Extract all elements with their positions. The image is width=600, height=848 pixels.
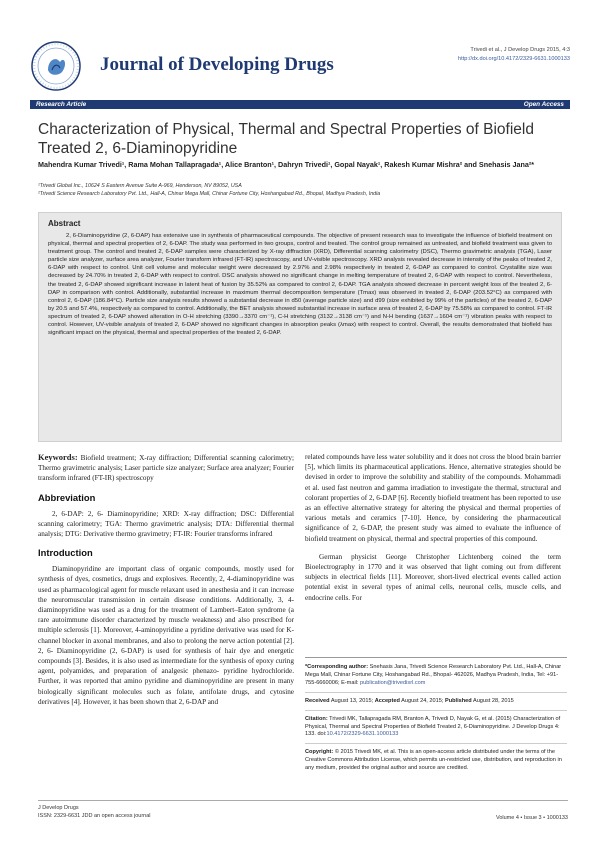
open-access-label: Open Access xyxy=(523,101,564,108)
affiliation-1: ¹Trivedi Global Inc., 10624 S Eastern Avenue Suite A-969, Henderson, NV 89052, USA xyxy=(38,183,242,189)
article-type-bar xyxy=(30,100,570,109)
copyright-label: Copyright: xyxy=(305,749,334,756)
keywords-text: Biofield treatment; X-ray diffraction; Differential scanning calorimetry; Thermo gravimetric analysis; Laser particle size analyzer; Surface area analyzer; Fourier transform infrared (FT-IR) spectroscopy xyxy=(38,454,294,483)
header-citation-line: Trivedi et al., J Develop Drugs 2015, 4:3 xyxy=(470,47,570,53)
citation-doi-link[interactable]: 10.4172/2329-6631.1000133 xyxy=(326,731,399,738)
received-date: August 13, 2015; xyxy=(329,697,375,704)
published-date: August 28, 2015 xyxy=(471,697,514,704)
affiliations xyxy=(38,182,568,198)
correspondence-box xyxy=(305,657,567,782)
copyright-block xyxy=(305,749,567,777)
body-paragraph-1: related compounds have less water solubility and it does not cross the blood brain barrier [5], which limits its pharmaceutical applications. Hence, alternative strategies should be devised in order to improve the solubility and stability of the compounds. Mohammadi et al. used fast neutron and gamma irradiation to investigate the thermal, structural and colorant properties of 2, 6-DAP [6]. Recently biofield treatment has been reported to use as an effective alternative strategy for altering the physical and thermal properties of various metals and ceramics [7-10]. Hence, by considering the pharmaceutical significance of 2, 6-DAP, the present study was aimed to evaluate the influence of biofield treatment on physical, thermal and spectral properties of this compound. xyxy=(305,453,561,543)
abstract-heading: Abstract xyxy=(48,219,81,228)
journal-name: Journal of Developing Drugs xyxy=(100,54,334,75)
corresponding-author xyxy=(305,664,567,693)
abstract-text: 2, 6-Diaminopyridine (2, 6-DAP) has extensive use in synthesis of pharmaceutical compounds. The objective of present research was to investigate the influence of biofield treatment on physical, thermal and spectral properties of 2, 6-DAP. The study was performed in two groups, control and treated. The control group remained as untreated, and biofield treatment was given to treatment group. The control and treated 2, 6-DAP samples were characterized by X-ray diffraction (XRD), Differential scanning calorimetry (DSC), Thermo gravimetric analysis (TGA), Laser particle size analyzer, surface area analyzer, Fourier transform infrared (FT-IR) spectroscopy, and UV-visible spectroscopy. XRD analysis revealed decrease in intensity of the peaks of treated 2, 6-DAP with respect to control. Unit cell volume and molecular weight were decreased by 2.97% and 2.98% respectively in treated 2, 6-DAP as compared to control. Crystallite size was decreased by 24.70% in treated 2, 6-DAP with respect to control. DSC analysis showed no significant change in melting temperature of treated 2, 6-DAP with respect to control. Nevertheless, the treated 2, 6-DAP showed significant increase in latent heat of fusion by 35.52% as compared to control 2, 6-DAP. TGA analysis showed decrease in percent weight loss of the treated 2, 6-DAP in comparison with control. Additionally, substantial increase in maximum thermal decomposition temperature (Tmax) was observed in treated 2, 6-DAP (203.52°C) as compared with control 2, 6-DAP (186.84°C). Particle size analysis results showed a substantial decrease in d50 (average particle size) and d99 (size exhibited by 99% of the particles) of the treated 2, 6-DAP by 20.5 and 57.4%, respectively as compared to control. Additionally, the BET analysis showed substantial increase in surface area of treated 2, 6-DAP by 75.58% as compared to control. FT-IR spectrum of treated 2, 6-DAP showed alteration in O-H stretching (3390→3370 cm⁻¹), C-H stretching (3132→3138 cm⁻¹) and N-H bending (1637→1604 cm⁻¹) vibration peaks with respect to control. However, UV-visible analysis of treated 2, 6-DAP showed no significant changes in absorption peaks (λmax) with respect to control. Overall, the results demonstrated that biofield has significant impact on the physical, thermal and spectral properties of the treated 2, 6-DAP. xyxy=(48,233,552,337)
article-dates xyxy=(305,698,567,711)
citation-label: Citation: xyxy=(305,715,328,722)
journal-header xyxy=(30,40,570,94)
accepted-date: August 24, 2015; xyxy=(399,697,445,704)
affiliation-2: ²Trivedi Science Research Laboratory Pvt. Ltd., Hall-A, Chinar Mega Mall, Chinar Fortune City, Hoshangabad Rd., Bhopal, Madhya Pradesh, India xyxy=(38,191,381,197)
right-column xyxy=(305,452,561,603)
article-type-label: Research Article xyxy=(36,101,87,108)
header-citation xyxy=(458,46,570,64)
abbreviation-text: 2, 6-DAP: 2, 6- Diaminopyridine; XRD: X-ray diffraction; DSC: Differential scanning calorimetry; TGA: Thermo gravimetric analysis; DTA: Differential thermal analysis; DTG: Derivative thermo gravimetry; FT-IR: Fourier transforms infrared xyxy=(38,509,294,539)
abbreviation-heading: Abbreviation xyxy=(38,491,96,503)
introduction-heading: Introduction xyxy=(38,547,93,559)
abstract-box xyxy=(38,212,562,442)
received-label: Received xyxy=(305,697,330,704)
journal-logo-icon xyxy=(30,40,82,92)
page-footer xyxy=(38,800,568,820)
author-list: Mahendra Kumar Trivedi¹, Rama Mohan Tallapragada¹, Alice Branton¹, Dahryn Trivedi¹, Gopal Nayak¹, Rakesh Kumar Mishra² and Snehasis Jana²* xyxy=(38,160,535,169)
footer-journal: J Develop Drugs xyxy=(38,805,79,811)
keywords-label: Keywords: xyxy=(38,452,78,462)
copyright-text: © 2015 Trivedi MK, et al. This is an open-access article distributed under the terms of the Creative Commons Attribution License, which permits un-restricted use, distribution, and reproduction in any medium, provided the original author and source are credited. xyxy=(305,749,562,772)
citation-block xyxy=(305,716,567,745)
corresponding-author-text: Snehasis Jana, Trivedi Science Research Laboratory Pvt. Ltd., Hall-A, Chinar Mega Mall, Chinar Fortune City, Hoshangabad Rd., Bhopal- 462026, Madhya Pradesh, India, Tel: +91-755-6660006; E-mail: xyxy=(305,664,562,686)
published-label: Published xyxy=(444,697,472,704)
introduction-text: Diaminopyridine are important class of organic compounds, mostly used for synthesis of dyes, cosmetics, drugs and explosives. Recently, 2, 4-diaminopyridine was used as pharmacological agent for muscle relaxant used in anesthesia and it can increase the neuromuscular transmission in certain disease conditions. Additionally, 3, 4-diaminopyridine was used as a drug for the treatment of Lambert–Eaton syndrome (a rare autoimmune disorder characterized by muscle weakness) and also prescribed for multiple sclerosis [1]. Moreover, 4-aminopyridine a pyridine derivative was used for K-channel blocker in axonal membranes, and also to prolong the nerve action potential [2]. 2, 6- Diaminopyridine (2, 6-DAP) is used for synthesis of hair dye and energetic compounds [3]. Besides, it is also used as intermediate for the synthesis of epoxy curing agent, polyamides, and preparation of analgesic phenazo- pyridine hydrochloride. Further, it was reported that amino pyridine and diaminopyridine are present in many biologically significant molecules such as folate, antifolate drugs, and cytosine derivatives [4]. However, it has been shown that 2, 6-DAP and xyxy=(38,565,294,706)
footer-volume: Volume 4 • Issue 3 • 1000133 xyxy=(495,815,568,821)
body-paragraph-2: German physicist George Christopher Lichtenberg coined the term Bioelectrography in 1770 and it was observed that light coming out from different subjects in electrical fields [11]. Moreover, short-lived electrical events called action potential exist in several types of animal cells, neuronal cells, muscle cells, and endocrine cells. For xyxy=(305,552,561,602)
corresponding-email-link[interactable]: publication@trivedisrl.com xyxy=(360,679,426,686)
citation-text: Trivedi MK, Tallapragada RM, Branton A, Trivedi D, Nayak G, et al. (2015) Characterization of Physical, Thermal and Spectral Properties of Biofield Treated 2, 6-Diaminopyridine. J Develop Drugs 4: 133. doi: xyxy=(305,715,561,738)
article-title: Characterization of Physical, Thermal and Spectral Properties of Biofield Treated 2, 6-Diaminopyridine xyxy=(38,121,534,157)
keywords-paragraph xyxy=(38,452,294,484)
footer-issn: ISSN: 2329-6631 JDD an open access journal xyxy=(38,813,151,819)
left-column xyxy=(38,452,294,707)
header-doi-link[interactable]: http://dx.doi.org/10.4172/2329-6631.1000133 xyxy=(458,56,570,62)
accepted-label: Accepted xyxy=(374,697,400,704)
corresponding-author-label: *Corresponding author: xyxy=(305,664,369,670)
